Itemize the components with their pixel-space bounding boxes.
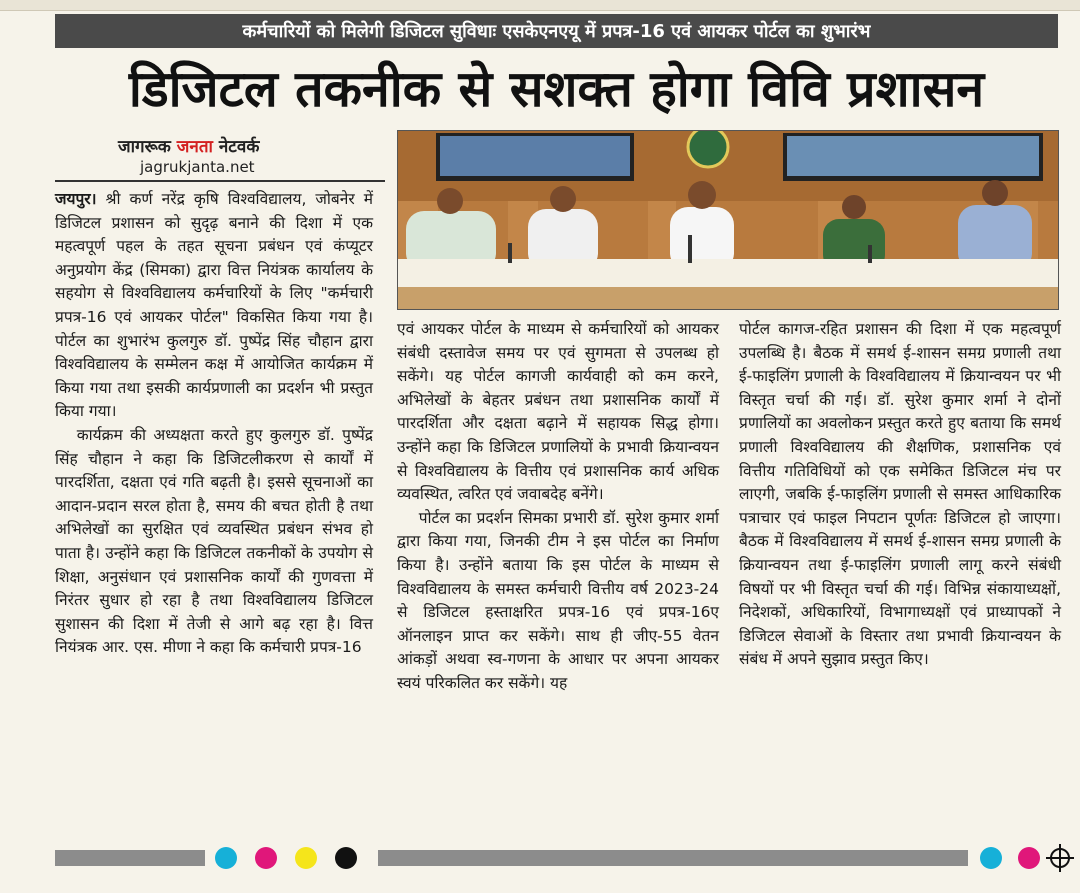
paragraph-5: पोर्टल कागज-रहित प्रशासन की दिशा में एक महत्वपूर्ण उपलब्धि है। बैठक में समर्थ ई-शासन समग्र प्रणाली तथा ई-फाइलिंग प्रणाली के विश्वविद्यालय में क्रियान्वयन पर भी विस्तृत चर्चा की गई। डॉ. सुरेश कुमार शर्मा ने दोनों प्रणालियों का अवलोकन प्रस्तुत करते हुए बताया कि समर्थ प्रणाली विश्वविद्यालय की शैक्षणिक, प्रशासनिक एवं वित्तीय गतिविधियों को एक समेकित डिजिटल मंच पर लाएगी, जबकि ई-फाइलिंग प्रणाली से समस्त आधिकारिक पत्राचार एवं फाइल निपटान पूर्णतः डिजिटल हो जाएगा। बैठक में विश्वविद्यालय में समर्थ ई-शासन समग्र प्रणाली के क्रियान्वयन तथा ई-फाइलिंग प्रणाली लागू करने संबंधी विषयों पर भी विस्तृत चर्चा की गई। विभिन्न संकायाध्यक्षों, निदेशकों, अधिकारियों, विभागाध्यक्षों एवं प्राध्यापकों ने डिजिटल सेवाओं के विस्तार तथा प्रभावी क्रियान्वयन के संबंध में अपने सुझाव प्रस्तुत किए।	[739, 320, 1061, 669]
previous-story-crop	[0, 0, 1080, 11]
paragraph-3: एवं आयकर पोर्टल के माध्यम से कर्मचारियों को आयकर संबंधी दस्तावेज समय पर एवं सुगमता से उपलब्ध हो सकेंगे। यह पोर्टल कागजी कार्यवाही को कम करने, अभिलेखों के बेहतर प्रबंधन तथा प्रशासनिक कार्यों में पारदर्शिता और दक्षता बढ़ाने में सहायक सिद्ध होगा। उन्होंने कहा कि डिजिटल प्रणालियों के प्रभावी क्रियान्वयन से विश्वविद्यालय के वित्तीय एवं प्रशासनिक कार्य अधिक व्यवस्थित, त्वरित एवं जवाबदेह बनेंगे।	[397, 320, 719, 504]
byline-divider	[55, 180, 385, 182]
register-bar-left	[55, 850, 205, 866]
article-column-3	[739, 318, 1061, 828]
register-bar-center	[378, 850, 968, 866]
paragraph-2: कार्यक्रम की अध्यक्षता करते हुए कुलगुरु डॉ. पुष्पेंद्र सिंह चौहान ने कहा कि डिजिटलीकरण से कार्यों में पारदर्शिता, दक्षता एवं गति बढ़ती है। इससे सूचनाओं का आदान-प्रदान सरल होता है, समय की बचत होती है तथा अभिलेखों का सुरक्षित एवं व्यवस्थित प्रबंधन संभव हो पाता है। उन्होंने कहा कि डिजिटल तकनीकों के उपयोग से शिक्षा, अनुसंधान एवं प्रशासनिक कार्यों की गुणवत्ता में निरंतर सुधार हो रहा है तथा विश्वविद्यालय डिजिटल सुशासन की दिशा में तेजी से आगे बढ़ रहा है। वित्त नियंत्रक आर. एस. मीणा ने कहा कि कर्मचारी प्रपत्र-16	[55, 425, 373, 657]
print-register-strip	[0, 840, 1080, 880]
register-magenta-dot-right	[1018, 847, 1040, 869]
register-black-dot	[335, 847, 357, 869]
kicker-banner	[55, 14, 1058, 48]
paragraph-1	[55, 188, 373, 424]
register-magenta-dot	[255, 847, 277, 869]
article-column-2	[397, 318, 719, 828]
byline-part3: नेटवर्क	[218, 137, 260, 157]
register-yellow-dot	[295, 847, 317, 869]
register-cyan-dot-right	[980, 847, 1002, 869]
paragraph-1-text: श्री कर्ण नरेंद्र कृषि विश्वविद्यालय, जोबनेर में डिजिटल प्रशासन को सुदृढ़ बनाने की दिशा में एक महत्वपूर्ण पहल के तहत सूचना प्रबंधन एवं कंप्यूटर अनुप्रयोग केंद्र (सिमका) द्वारा वित्त नियंत्रक कार्यालय के सहयोग से विश्वविद्यालय कर्मचारियों के लिए "कर्मचारी प्रपत्र-16 एवं आयकर पोर्टल" विकसित किया गया है। पोर्टल का शुभारंभ कुलगुरु डॉ. पुष्पेंद्र सिंह चौहान द्वारा विश्वविद्यालय के सम्मेलन कक्ष में आयोजित कार्यक्रम में किया गया तथा इसकी कार्यप्रणाली का प्रदर्शन भी प्रस्तुत किया गया।	[55, 190, 373, 421]
paragraph-4: पोर्टल का प्रदर्शन सिमका प्रभारी डॉ. सुरेश कुमार शर्मा द्वारा किया गया, जिनकी टीम ने इस पोर्टल का निर्माण किया है। उन्होंने बताया कि इस पोर्टल के माध्यम से विश्वविद्यालय के समस्त कर्मचारी वित्तीय वर्ष 2023-24 से डिजिटल हस्ताक्षरित प्रपत्र-16 एवं प्रपत्र-16ए ऑनलाइन प्राप्त कर सकेंगे। साथ ही जीए-55 वेतन आंकड़ों अथवा स्व-गणना के आधार पर अपना आयकर स्वयं परिकलित कर सकेंगे। यह	[397, 508, 719, 692]
crosshair-icon	[1046, 844, 1074, 872]
meeting-photo	[397, 130, 1059, 310]
headline: डिजिटल तकनीक से सशक्त होगा विवि प्रशासन	[128, 60, 985, 118]
meeting-photo-illustration	[398, 131, 1058, 309]
article-column-1	[55, 188, 373, 828]
byline-part2: जनता	[176, 137, 213, 157]
byline	[118, 134, 259, 157]
kicker-text: कर्मचारियों को मिलेगी डिजिटल सुविधाः एसकेएनएयू में प्रपत्र-16 एवं आयकर पोर्टल का शुभारंभ	[242, 21, 871, 42]
register-cyan-dot	[215, 847, 237, 869]
byline-site: jagrukjanta.net	[140, 158, 255, 176]
byline-part1: जागरूक	[118, 137, 171, 157]
dateline: जयपुर।	[55, 190, 97, 208]
